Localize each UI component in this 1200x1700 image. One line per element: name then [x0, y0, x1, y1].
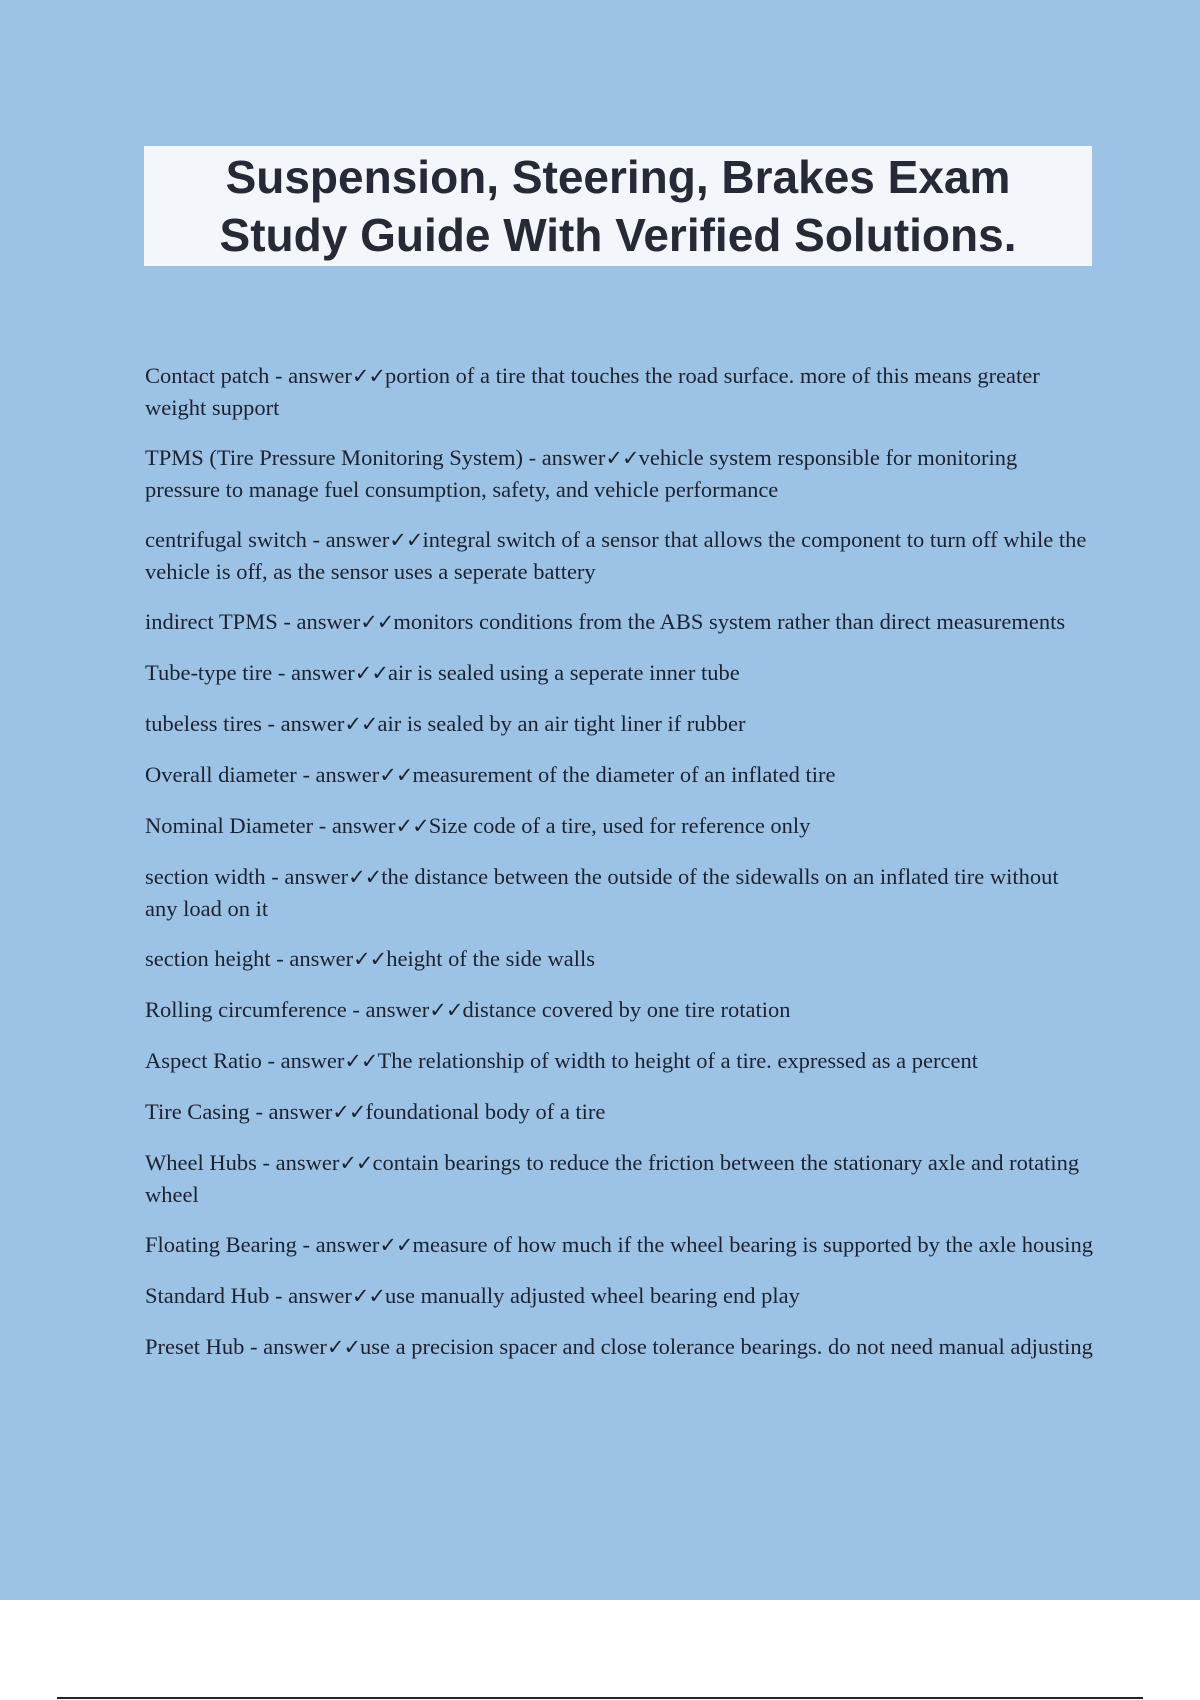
entry-definition: use a precision spacer and close tolerance bearings. do not need manual adjusting	[360, 1334, 1093, 1359]
entry-separator: - answer	[265, 864, 349, 889]
double-checkmark-icon: ✓✓	[351, 1284, 386, 1308]
entry-separator: - answer	[261, 1048, 345, 1073]
entry-definition: air is sealed using a seperate inner tube	[387, 660, 740, 685]
entry-term: Floating Bearing	[145, 1232, 297, 1257]
entry-term: indirect TPMS	[145, 609, 278, 634]
entry-term: Preset Hub	[145, 1334, 245, 1359]
entry-definition: measure of how much if the wheel bearing is supported by the axle housing	[412, 1232, 1093, 1257]
entry-term: Overall diameter	[145, 762, 297, 787]
double-checkmark-icon: ✓✓	[326, 1335, 361, 1359]
double-checkmark-icon: ✓✓	[344, 712, 378, 736]
entry-separator: - answer	[522, 445, 606, 470]
entry-definition: the distance between the outside of the sidewalls on an inflated tire without any load on it	[145, 864, 1059, 921]
flashcard-entry	[145, 1331, 1095, 1363]
double-checkmark-icon: ✓✓	[605, 446, 639, 470]
flashcard-entry	[145, 994, 1095, 1026]
double-checkmark-icon: ✓✓	[379, 1233, 413, 1257]
title-line-1: Suspension, Steering, Brakes Exam	[225, 151, 1011, 203]
title-box	[144, 146, 1092, 266]
entry-term: Tire Casing	[145, 1099, 250, 1124]
entry-separator: - answer	[306, 527, 390, 552]
flashcard-entry	[145, 810, 1095, 842]
entry-term: Tube-type tire	[145, 660, 273, 685]
entry-separator: - answer	[272, 660, 355, 685]
double-checkmark-icon: ✓✓	[360, 610, 394, 634]
entry-separator: - answer	[296, 762, 380, 787]
entry-definition: distance covered by one tire rotation	[462, 997, 791, 1022]
entry-definition: Size code of a tire, used for reference only	[428, 813, 811, 838]
double-checkmark-icon: ✓✓	[395, 814, 429, 838]
double-checkmark-icon: ✓✓	[389, 528, 423, 552]
entry-definition: monitors conditions from the ABS system rather than direct measurements	[393, 609, 1066, 634]
double-checkmark-icon: ✓✓	[379, 763, 413, 787]
entry-term: TPMS (Tire Pressure Monitoring System)	[145, 445, 523, 470]
title-line-2: Study Guide With Verified Solutions.	[219, 209, 1017, 261]
double-checkmark-icon: ✓✓	[332, 1100, 366, 1124]
entry-separator: - answer	[313, 813, 396, 838]
entry-separator: - answer	[249, 1099, 333, 1124]
entry-separator: - answer	[270, 946, 354, 971]
entry-separator: - answer	[269, 363, 352, 388]
entry-definition: contain bearings to reduce the friction between the stationary axle and rotating wheel	[145, 1150, 1080, 1207]
entry-separator: - answer	[269, 1283, 352, 1308]
entry-term: centrifugal switch	[145, 527, 307, 552]
entry-definition: portion of a tire that touches the road surface. more of this means greater weight support	[145, 363, 1040, 420]
entry-term: Standard Hub	[145, 1283, 270, 1308]
flashcard-entry	[145, 1229, 1095, 1261]
flashcard-entry	[145, 1147, 1095, 1210]
page-title	[220, 148, 1017, 264]
flashcard-entry	[145, 442, 1095, 505]
footer-divider	[57, 1697, 1143, 1699]
flashcard-entry	[145, 1045, 1095, 1077]
flashcard-entry	[145, 708, 1095, 740]
entry-definition: measurement of the diameter of an inflated tire	[412, 762, 836, 787]
entry-separator: - answer	[261, 711, 345, 736]
flashcard-entry	[145, 606, 1095, 638]
entry-definition: integral switch of a sensor that allows the component to turn off while the vehicle is off, as the sensor uses a seperate battery	[145, 527, 1087, 584]
flashcard-entry	[145, 1280, 1095, 1312]
flashcard-entry	[145, 861, 1095, 924]
flashcard-entry	[145, 524, 1095, 587]
entry-separator: - answer	[296, 1232, 380, 1257]
entry-definition: height of the side walls	[386, 946, 595, 971]
double-checkmark-icon: ✓✓	[353, 947, 387, 971]
entry-separator: - answer	[244, 1334, 327, 1359]
entry-definition: The relationship of width to height of a tire. expressed as a percent	[377, 1048, 978, 1073]
entry-separator: - answer	[346, 997, 430, 1022]
flashcard-entry	[145, 657, 1095, 689]
double-checkmark-icon: ✓✓	[348, 865, 382, 889]
double-checkmark-icon: ✓✓	[351, 364, 386, 388]
flashcard-entry	[145, 943, 1095, 975]
flashcard-entry	[145, 360, 1095, 423]
entry-term: Nominal Diameter	[145, 813, 314, 838]
flashcard-list	[145, 360, 1095, 1382]
entry-term: Rolling circumference	[145, 997, 347, 1022]
double-checkmark-icon: ✓✓	[344, 1049, 378, 1073]
entry-definition: use manually adjusted wheel bearing end play	[385, 1283, 800, 1308]
entry-term: section width	[145, 864, 266, 889]
entry-term: tubeless tires	[145, 711, 262, 736]
entry-definition: air is sealed by an air tight liner if rubber	[377, 711, 746, 736]
entry-term: section height	[145, 946, 271, 971]
flashcard-entry	[145, 1096, 1095, 1128]
entry-definition: foundational body of a tire	[365, 1099, 606, 1124]
entry-term: Wheel Hubs	[145, 1150, 257, 1175]
entry-separator: - answer	[277, 609, 361, 634]
entry-term: Aspect Ratio	[145, 1048, 262, 1073]
double-checkmark-icon: ✓✓	[339, 1151, 373, 1175]
double-checkmark-icon: ✓✓	[354, 661, 388, 685]
entry-separator: - answer	[256, 1150, 340, 1175]
entry-definition: vehicle system responsible for monitoring pressure to manage fuel consumption, safety, and vehicle performance	[145, 445, 1018, 502]
flashcard-entry	[145, 759, 1095, 791]
entry-term: Contact patch	[145, 363, 270, 388]
double-checkmark-icon: ✓✓	[429, 998, 463, 1022]
